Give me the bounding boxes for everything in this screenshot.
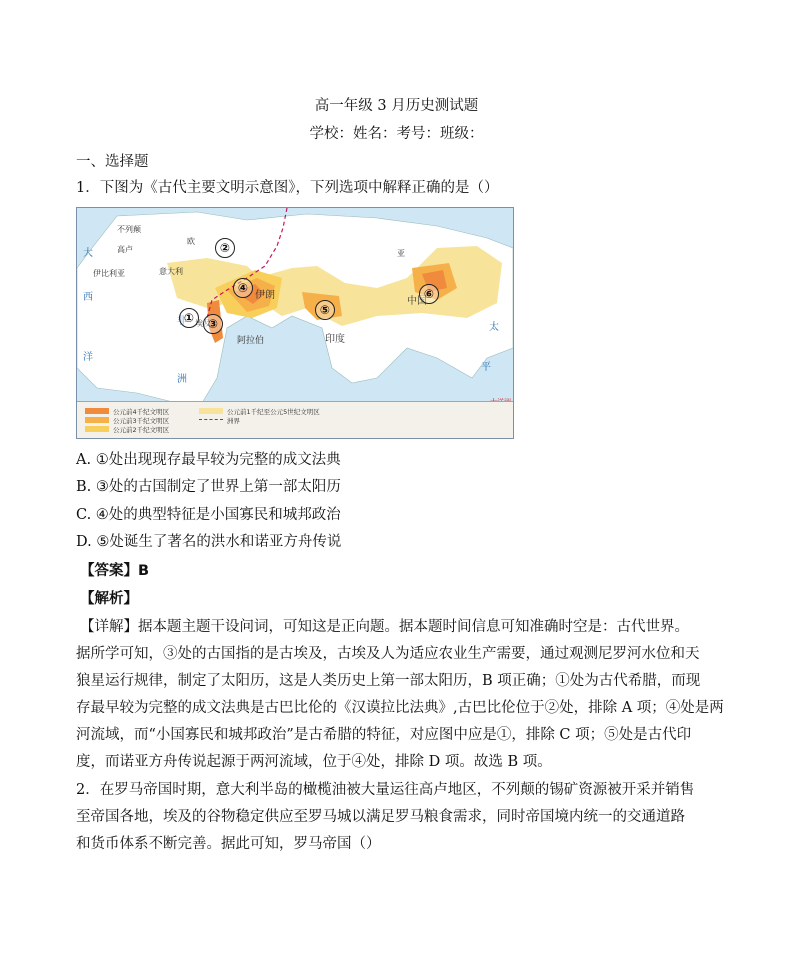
- map-label-iran: 伊朗: [255, 290, 275, 301]
- africa-fei: 非: [177, 316, 187, 327]
- marker-6: ⑥: [419, 284, 439, 304]
- ocean-tai: 太: [489, 322, 499, 333]
- map-label-india: 印度: [325, 334, 345, 345]
- map-legend: [77, 401, 513, 439]
- student-info: 学校：姓名：考号：班级：: [309, 126, 484, 142]
- question-2-line-1: 2．在罗马帝国时期，意大利半岛的橄榄油被大量运往高卢地区，不列颠的锡矿资源被开采并销售: [76, 782, 695, 798]
- legend-4th: 公元前4千纪文明区: [113, 408, 170, 416]
- option-b: B. ③处的古国制定了世界上第一部太阳历: [76, 479, 341, 495]
- marker-5: ⑤: [315, 300, 335, 320]
- map-label-ou: 欧: [187, 237, 195, 246]
- detail-line-4: 存最早较为完整的成文法典是古巴比伦的《汉谟拉比法典》,古巴比伦位于②处，排除 A 项；④处是两: [76, 700, 724, 716]
- detail-line-5: 河流域，而“小国寡民和城邦政治”是古希腊的特征，对应图中应是①，排除 C 项；⑤处是古代印: [76, 727, 692, 743]
- option-a: A. ①处出现现存最早较为完整的成文法典: [76, 452, 341, 468]
- legend-swatch-1st: [199, 408, 223, 414]
- ancient-civilizations-map: [76, 207, 514, 439]
- analysis-tag: 【解析】: [80, 590, 138, 607]
- map-label-china: 中国: [407, 296, 427, 307]
- map-label-britain: 不列颠: [117, 225, 141, 234]
- map-label-iberia: 伊比利亚: [93, 269, 125, 278]
- map-label-egypt: 埃及: [195, 319, 211, 328]
- ocean-ping: 平: [481, 362, 491, 373]
- ocean-xi: 西: [83, 292, 93, 303]
- question-2-line-2: 至帝国各地，埃及的谷物稳定供应至罗马城以满足罗马粮食需求，同时帝国境内统一的交通道路: [76, 809, 685, 825]
- legend-swatch-4th: [85, 408, 109, 414]
- option-d: D. ⑤处诞生了著名的洪水和诺亚方舟传说: [76, 534, 342, 550]
- map-label-arabia: 阿拉伯: [237, 336, 265, 346]
- question-1-stem: 1．下图为《古代主要文明示意图》，下列选项中解释正确的是（）: [76, 180, 499, 196]
- legend-swatch-3rd: [85, 417, 109, 423]
- answer-tag: 【答案】: [80, 562, 138, 579]
- detail-line-6: 度，而诺亚方舟传说起源于两河流域，位于④处，排除 D 项。故选 B 项。: [76, 754, 552, 770]
- map-label-gaul: 高卢: [117, 245, 133, 254]
- marker-2: ②: [215, 238, 235, 258]
- legend-3rd: 公元前3千纪文明区: [113, 417, 170, 425]
- marker-3: ③: [203, 314, 223, 334]
- question-2-line-3: 和货币体系不断完善。据此可知，罗马帝国（）: [76, 836, 381, 852]
- legend-1st: 公元前1千纪至公元5世纪文明区: [227, 408, 320, 416]
- ocean-da: 大: [83, 248, 93, 259]
- legend-2nd: 公元前2千纪文明区: [113, 426, 170, 434]
- answer-value: B: [138, 563, 150, 579]
- map-label-ya: 亚: [397, 249, 405, 258]
- section-heading: 一、选择题: [76, 154, 149, 170]
- map-label-italy: 意大利: [159, 267, 183, 276]
- legend-swatch-2nd: [85, 426, 109, 432]
- detail-line-3: 狼星运行规律，制定了太阳历，这是人类历史上第一部太阳历，B 项正确；①处为古代希腊，而现: [76, 673, 701, 689]
- detail-line-2: 据所学可知，③处的古国指的是古埃及，古埃及人为适应农业生产需要，通过观测尼罗河水位和天: [76, 646, 700, 662]
- ocean-yang: 洋: [83, 352, 93, 363]
- legend-swatch-boundary: [199, 419, 223, 420]
- legend-boundary: 洲界: [227, 417, 240, 425]
- marker-1: ①: [179, 308, 199, 328]
- marker-4: ④: [233, 278, 253, 298]
- detail-line-1: 【详解】据本题主题干设问词，可知这是正向题。据本题时间信息可知准确时空是：古代世界。: [80, 619, 689, 635]
- page-title: 高一年级 3 月历史测试题: [314, 98, 479, 114]
- answer-line: [80, 561, 149, 581]
- option-c: C. ④处的典型特征是小国寡民和城邦政治: [76, 507, 341, 523]
- africa-zhou: 洲: [177, 374, 187, 385]
